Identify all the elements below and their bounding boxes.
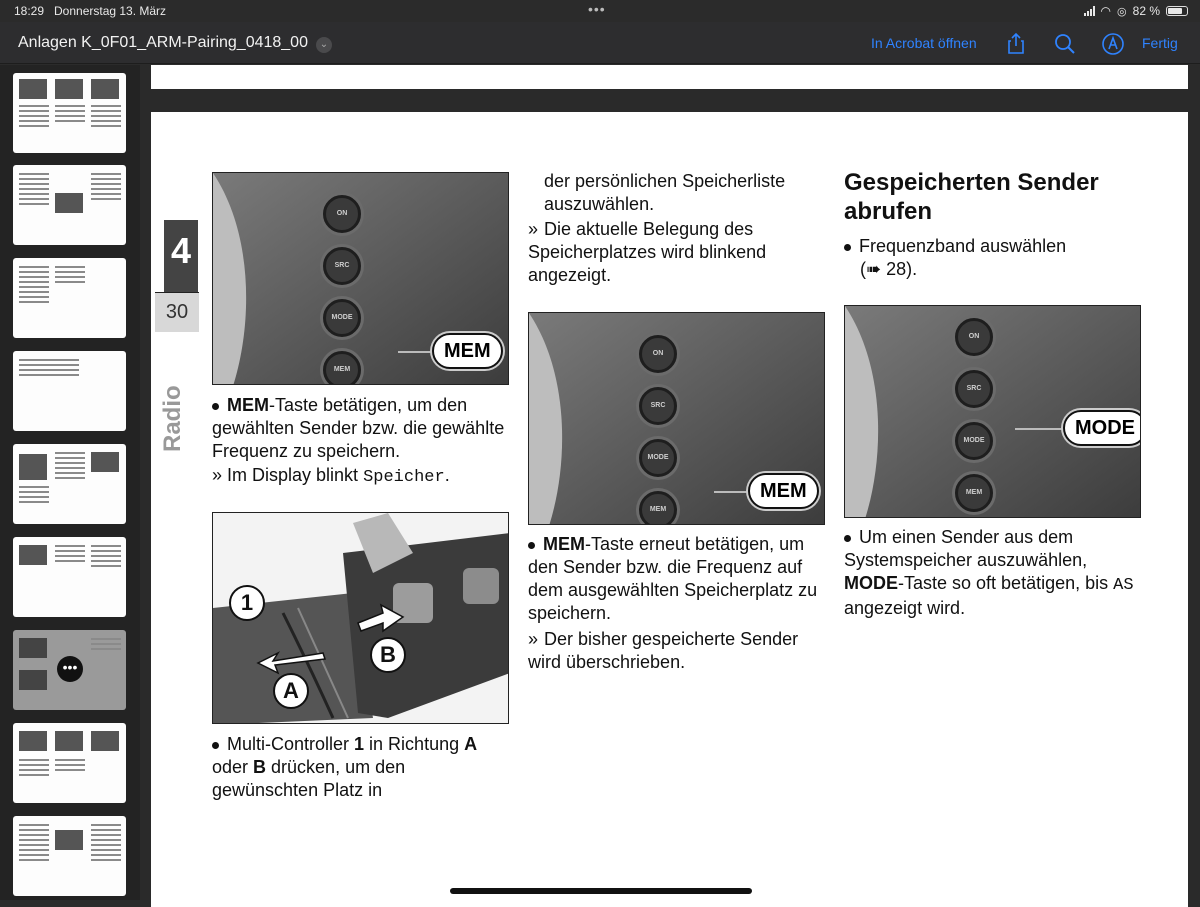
col2-step	[528, 533, 818, 625]
mem-button-icon: MEM	[323, 351, 361, 385]
bullet-icon	[212, 742, 219, 749]
step2-text-c: oder	[212, 757, 254, 777]
status-bar	[0, 0, 1200, 22]
col2-result1-text: Die aktuelle Belegung des Speicherplatzes wird blinkend angezeigt.	[528, 219, 767, 285]
toolbar	[0, 22, 1200, 64]
page-thumbnail-sidebar	[0, 65, 140, 900]
wifi-icon: ◠	[1100, 4, 1112, 18]
open-in-acrobat-button[interactable]: In Acrobat öffnen	[871, 35, 977, 51]
mode-callout: MODE	[1063, 410, 1141, 446]
previous-page-edge	[151, 65, 1188, 89]
step2-text-d: drücken, um den gewünschten Platz in	[212, 757, 406, 800]
status-date: Donnerstag 13. März	[54, 4, 167, 18]
callout-leader	[1015, 428, 1065, 430]
col2-result1	[528, 218, 818, 287]
col1-result-end: .	[444, 465, 450, 485]
photo-button-panel-mode	[844, 305, 1141, 518]
mem-callout: MEM	[432, 333, 503, 369]
col1-result-text: Im Display blinkt	[227, 465, 364, 485]
mem-callout: MEM	[748, 473, 819, 509]
page-thumbnail[interactable]	[13, 537, 126, 617]
col1-result	[212, 464, 512, 489]
chapter-number: 4	[170, 230, 192, 271]
col2-result2-text: Der bisher gespeicherte Sender wird überschrieben.	[528, 629, 799, 672]
col3-step2-text-c: angezeigt wird.	[844, 598, 966, 618]
chevron-down-icon[interactable]: ⌄	[316, 37, 332, 53]
document-viewer[interactable]	[140, 65, 1200, 900]
src-button-icon: SRC	[955, 370, 993, 408]
col2-step-text: -Taste erneut betätigen, um den Sender bzw. die Frequenz auf dem ausgewählten Speicherplatz zu speichern.	[528, 534, 818, 623]
display-text-speicher: Speicher	[363, 468, 445, 487]
col3-step1	[844, 235, 1134, 281]
done-button[interactable]: Fertig	[1142, 35, 1178, 51]
battery-percent: 82 %	[1132, 4, 1160, 18]
home-indicator[interactable]	[450, 888, 752, 894]
display-text-as: AS	[1113, 576, 1134, 595]
step2-ref-b: B	[253, 757, 267, 777]
page-thumbnail[interactable]	[13, 73, 126, 153]
more-options-icon[interactable]: •••	[57, 656, 83, 682]
bullet-icon	[844, 244, 851, 251]
page-thumbnail[interactable]	[13, 258, 126, 338]
col2-result2	[528, 628, 818, 674]
hardware-button-column	[639, 335, 677, 525]
col3-step2-text-a: Um einen Sender aus dem Systemspeicher auszuwählen,	[844, 527, 1088, 570]
col3-step2	[844, 526, 1144, 620]
hardware-button-column	[323, 195, 361, 385]
page-thumbnail[interactable]	[13, 723, 126, 803]
src-button-icon: SRC	[323, 247, 361, 285]
photo-button-panel-mem-2	[528, 312, 825, 525]
result-arrow-icon: »	[528, 629, 539, 649]
bullet-icon	[844, 535, 851, 542]
on-button-icon: ON	[639, 335, 677, 373]
result-arrow-icon: »	[212, 465, 228, 485]
col1-step1-text: -Taste betätigen, um den gewählten Sender bzw. die gewählte Frequenz zu speichern.	[212, 395, 505, 461]
on-button-icon: ON	[955, 318, 993, 356]
page-thumbnail[interactable]	[13, 444, 126, 524]
multitasking-dots-icon[interactable]: •••	[588, 1, 606, 17]
page-reference: (➠ 28).	[860, 259, 918, 279]
src-button-icon: SRC	[639, 387, 677, 425]
page-number: 30	[155, 292, 199, 332]
status-indicators	[1084, 4, 1188, 18]
pdf-page	[151, 112, 1188, 892]
tab-divider	[155, 292, 199, 293]
step2-ref-1: 1	[354, 734, 365, 754]
mem-button-icon: MEM	[639, 491, 677, 525]
page-thumbnail[interactable]	[13, 165, 126, 245]
col3-step2-text-b: -Taste so oft betätigen, bis	[898, 573, 1114, 593]
step2-ref-a: A	[464, 734, 478, 754]
col2-continuation: der persönlichen Speicherliste auszuwählen.	[544, 171, 786, 214]
label-b: B	[370, 637, 406, 673]
col3-step1-text: Frequenzband auswählen	[859, 236, 1067, 256]
mem-key-label: MEM	[227, 395, 269, 415]
hardware-button-column	[955, 318, 993, 512]
col1-step2	[212, 733, 512, 802]
handlebar-drawing	[213, 513, 509, 724]
bullet-icon	[212, 403, 219, 410]
mode-button-icon: MODE	[955, 422, 993, 460]
status-time: 18:29	[14, 4, 45, 18]
mem-key-label: MEM	[543, 534, 585, 554]
mem-button-icon: MEM	[955, 474, 993, 512]
section-heading: Gespeicherten Sender abrufen	[844, 169, 1099, 225]
cellular-signal-icon	[1084, 6, 1095, 16]
label-a: A	[273, 673, 309, 709]
battery-icon	[1166, 6, 1188, 16]
step2-text-b: in Richtung	[364, 734, 465, 754]
photo-multi-controller	[212, 512, 509, 724]
section-label: Radio	[159, 385, 186, 452]
document-title-text: Anlagen K_0F01_ARM-Pairing_0418_00	[18, 34, 308, 51]
location-icon: ◎	[1117, 5, 1127, 18]
page-thumbnail-selected[interactable]	[13, 630, 126, 710]
mode-button-icon: MODE	[639, 439, 677, 477]
callout-leader	[398, 351, 434, 353]
bullet-icon	[528, 542, 535, 549]
on-button-icon: ON	[323, 195, 361, 233]
share-icon[interactable]	[1004, 32, 1028, 56]
result-arrow-icon: »	[528, 219, 539, 239]
label-1: 1	[229, 585, 265, 621]
callout-leader	[714, 491, 750, 493]
photo-button-panel-mem	[212, 172, 509, 385]
mode-key-label: MODE	[844, 573, 898, 593]
page-thumbnail[interactable]	[13, 351, 126, 431]
col1-step1	[212, 394, 512, 463]
search-icon[interactable]	[1053, 32, 1077, 56]
step2-text-a: Multi-Controller	[227, 734, 355, 754]
page-thumbnail[interactable]	[13, 816, 126, 896]
document-title[interactable]	[18, 34, 332, 53]
markup-pen-icon[interactable]	[1101, 32, 1125, 56]
mode-button-icon: MODE	[323, 299, 361, 337]
